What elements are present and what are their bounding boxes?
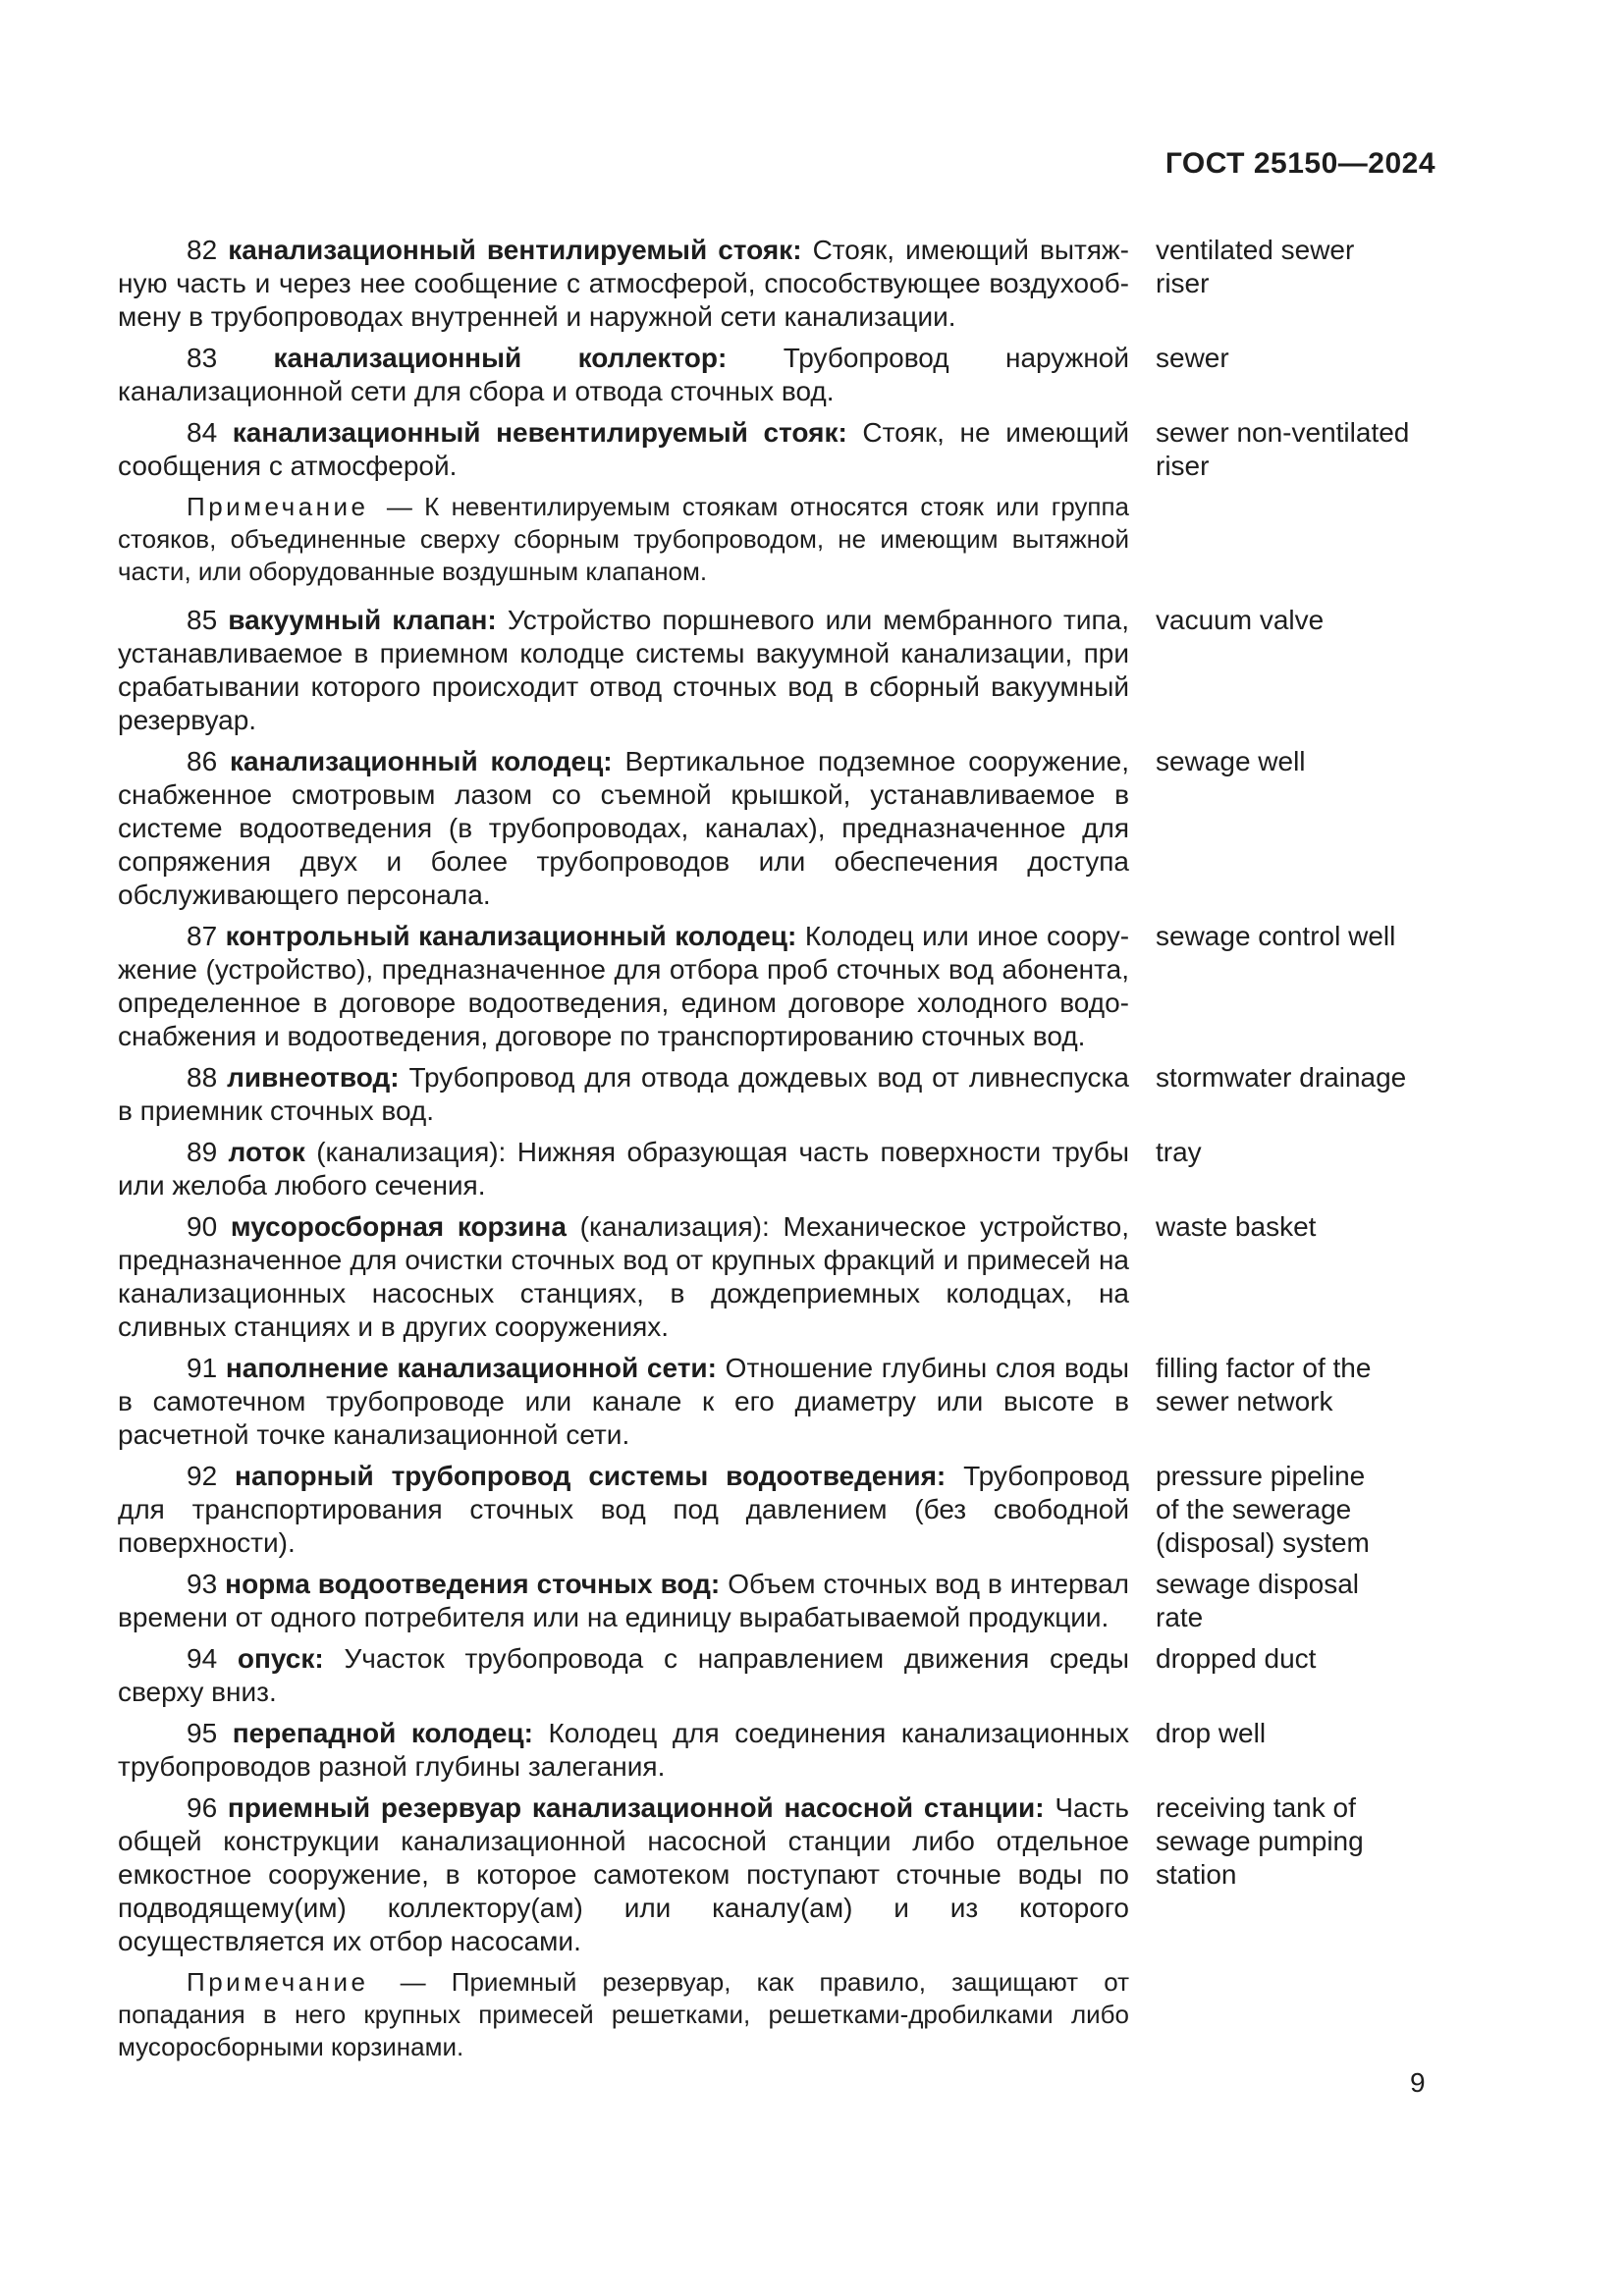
term-definition: Отношение глубины слоя воды в самотечном трубопроводе или канале к его диаметру или высоте в расчетной точке канализационной сети. xyxy=(118,1353,1130,1450)
term-number: 88 xyxy=(187,1062,218,1093)
term-number: 89 xyxy=(187,1137,218,1167)
term-paragraph xyxy=(118,1791,1129,1958)
term-paragraph xyxy=(118,745,1129,912)
term-name: напорный трубопровод системы водоотведения: xyxy=(235,1461,947,1491)
note-label: Примечание xyxy=(187,1967,369,1997)
term-entry xyxy=(118,1642,1435,1709)
term-paren: (канализация): xyxy=(316,1137,507,1167)
term-paragraph xyxy=(118,234,1129,334)
term-definition: Вертикальное подземное сооружение, снабженное смотровым лазом со съемной крышкой, устанавливаемое в системе водоотведения (в трубопроводах, каналах), предназначенное для сопряжения двух и более трубопроводов или обеспечения доступа обслуживающего персонала. xyxy=(118,746,1130,910)
translation-line: vacuum valve xyxy=(1156,605,1325,635)
term-name: контрольный канализационный колодец: xyxy=(225,921,797,951)
term-entry xyxy=(118,1568,1435,1634)
term-definition: Механическое устройство, предназначенное для очистки сточных вод от крупных фракций и примесей на канализационных насосных станциях, в дождеприемных колодцах, на сливных станциях и в других сооружениях. xyxy=(118,1211,1130,1342)
term-name: опуск: xyxy=(237,1643,324,1674)
term-number: 91 xyxy=(187,1353,218,1383)
term-definition: Стояк, не имеющий сообщения с атмосферой. xyxy=(118,417,1129,481)
term-number: 92 xyxy=(187,1461,218,1491)
term-translation xyxy=(1156,1136,1435,1169)
term-number: 83 xyxy=(187,343,218,373)
term-name: канализационный колодец: xyxy=(230,746,613,776)
note-text: — Приемный резервуар, как правило, защищают от попадания в него крупных примесей решетками, решетками-дробилками либо мусоросборными корзинами. xyxy=(118,1967,1130,2061)
term-paragraph xyxy=(118,1136,1129,1202)
term-entry xyxy=(118,604,1435,737)
translation-line: filling factor of the xyxy=(1156,1353,1372,1383)
term-translation xyxy=(1156,920,1435,953)
translation-line: of the sewerage xyxy=(1156,1494,1352,1524)
term-name: приемный резервуар канализационной насосной станции: xyxy=(227,1792,1045,1823)
term-entry xyxy=(118,234,1435,334)
note-entry xyxy=(118,1966,1435,2063)
term-paragraph xyxy=(118,1061,1129,1128)
term-entry xyxy=(118,745,1435,912)
term-name: вакуумный клапан: xyxy=(228,605,497,635)
term-definition: Объем сточных вод в интервал времени от одного потребителя или на единицу вырабатываемой продукции. xyxy=(118,1569,1130,1632)
term-name: норма водоотведения сточных вод: xyxy=(225,1569,721,1599)
term-number: 95 xyxy=(187,1718,218,1748)
term-definition: Колодец или иное сооружение (устройство), предназначенное для отбора проб сточных вод абонента, определенное в договоре водоотведения, едином договоре холодного водоснабжения и водоотведения, договоре по транспортированию сточных вод. xyxy=(118,921,1130,1051)
term-number: 82 xyxy=(187,235,218,265)
translation-line: sewage well xyxy=(1156,746,1306,776)
term-paragraph xyxy=(118,416,1129,483)
translation-line: rate xyxy=(1156,1602,1204,1632)
term-translation xyxy=(1156,416,1435,483)
terms-list xyxy=(118,234,1435,2079)
note-paragraph xyxy=(118,1966,1129,2063)
term-translation xyxy=(1156,1061,1435,1095)
term-paragraph xyxy=(118,1717,1129,1784)
term-entry xyxy=(118,1210,1435,1344)
term-translation xyxy=(1156,1717,1435,1750)
translation-line: tray xyxy=(1156,1137,1202,1167)
term-name: канализационный вентилируемый стояк: xyxy=(228,235,802,265)
translation-line: pressure pipeline xyxy=(1156,1461,1366,1491)
translation-line: sewer network xyxy=(1156,1386,1333,1416)
translation-line: drop well xyxy=(1156,1718,1267,1748)
term-name: наполнение канализационной сети: xyxy=(225,1353,717,1383)
term-entry xyxy=(118,1061,1435,1128)
term-paragraph xyxy=(118,1460,1129,1560)
translation-line: sewer xyxy=(1156,343,1229,373)
term-translation xyxy=(1156,1210,1435,1244)
translation-line: stormwater drainage xyxy=(1156,1062,1407,1093)
translation-line: sewage control well xyxy=(1156,921,1396,951)
translation-line: sewer non-ventilated xyxy=(1156,417,1410,448)
translation-line: sewage pumping xyxy=(1156,1826,1364,1856)
term-translation xyxy=(1156,745,1435,778)
translation-line: dropped duct xyxy=(1156,1643,1317,1674)
note-entry xyxy=(118,491,1435,588)
term-entry xyxy=(118,1460,1435,1560)
term-translation xyxy=(1156,604,1435,637)
term-name: канализационный коллектор: xyxy=(273,343,728,373)
note-text: — К невентилируемым стоякам относятся стояк или группа стояков, объединенные сверху сборным трубопроводом, не имеющим вытяжной части, или оборудованные воздушным клапаном. xyxy=(118,492,1129,586)
term-translation xyxy=(1156,1791,1435,1892)
term-definition: Трубопровод наружной канализационной сети для сбора и отвода сточных вод. xyxy=(118,343,1129,406)
term-definition: Участок трубопровода с направлением движения среды сверху вниз. xyxy=(118,1643,1130,1707)
page-number: 9 xyxy=(1410,2067,1426,2098)
term-definition: Стояк, имеющий вытяжную часть и через нее сообщение с атмосферой, способствующее воздухообмену в трубопроводах внутренней и наружной сети канализации. xyxy=(118,235,1129,332)
term-name: канализационный невентилируемый стояк: xyxy=(232,417,847,448)
term-name: ливнеотвод: xyxy=(227,1062,400,1093)
term-paragraph xyxy=(118,1642,1129,1709)
term-paragraph xyxy=(118,1210,1129,1344)
term-definition: Часть общей конструкции канализационной насосной станции либо отдельное емкостное сооружение, в которое самотеком поступают сточные воды по подводящему(им) коллектору(ам) или каналу(ам) и из которого осуществляется их отбор насосами. xyxy=(118,1792,1130,1956)
term-entry xyxy=(118,920,1435,1053)
term-number: 86 xyxy=(187,746,218,776)
term-translation xyxy=(1156,1460,1435,1560)
term-number: 90 xyxy=(187,1211,218,1242)
term-entry xyxy=(118,342,1435,408)
translation-line: ventilated sewer xyxy=(1156,235,1355,265)
term-number: 94 xyxy=(187,1643,218,1674)
term-number: 96 xyxy=(187,1792,218,1823)
note-label: Примечание xyxy=(187,492,369,521)
term-entry xyxy=(118,1717,1435,1784)
term-entry xyxy=(118,416,1435,483)
term-paren: (канализация): xyxy=(579,1211,770,1242)
standard-designation: ГОСТ 25150—2024 xyxy=(1164,147,1435,180)
translation-line: waste basket xyxy=(1156,1211,1317,1242)
term-definition: Трубопровод для транспортирования сточных вод под давлением (без свободной поверхности). xyxy=(118,1461,1130,1558)
term-name: мусоросборная корзина xyxy=(230,1211,567,1242)
term-number: 87 xyxy=(187,921,218,951)
note-paragraph xyxy=(118,491,1129,588)
term-name: лоток xyxy=(228,1137,305,1167)
term-translation xyxy=(1156,1352,1435,1418)
term-paragraph xyxy=(118,1352,1129,1452)
term-definition: Трубопровод для отвода дождевых вод от ливнеспуска в приемник сточных вод. xyxy=(118,1062,1129,1126)
term-translation xyxy=(1156,1642,1435,1676)
term-number: 85 xyxy=(187,605,218,635)
translation-line: riser xyxy=(1156,451,1210,481)
translation-line: receiving tank of xyxy=(1156,1792,1356,1823)
term-translation xyxy=(1156,342,1435,375)
term-definition: Устройство поршневого или мембранного типа, устанавливаемое в приемном колодце системы вакуумной канализации, при срабатывании которого происходит отвод сточных вод в сборный вакуумный резервуар. xyxy=(118,605,1129,735)
term-definition: Колодец для соединения канализационных трубопроводов разной глубины залегания. xyxy=(118,1718,1130,1782)
translation-line: sewage disposal xyxy=(1156,1569,1360,1599)
term-number: 84 xyxy=(187,417,218,448)
translation-line: (disposal) system xyxy=(1156,1527,1370,1558)
term-paragraph xyxy=(118,1568,1129,1634)
term-entry xyxy=(118,1791,1435,1958)
term-name: перепадной колодец: xyxy=(232,1718,533,1748)
term-paragraph xyxy=(118,604,1129,737)
term-paragraph xyxy=(118,920,1129,1053)
term-entry xyxy=(118,1136,1435,1202)
term-entry xyxy=(118,1352,1435,1452)
term-definition: Нижняя образующая часть поверхности трубы или желоба любого сечения. xyxy=(118,1137,1130,1201)
term-translation xyxy=(1156,1568,1435,1634)
term-translation xyxy=(1156,234,1435,300)
term-paragraph xyxy=(118,342,1129,408)
translation-line: riser xyxy=(1156,268,1210,298)
translation-line: station xyxy=(1156,1859,1237,1890)
term-number: 93 xyxy=(187,1569,218,1599)
